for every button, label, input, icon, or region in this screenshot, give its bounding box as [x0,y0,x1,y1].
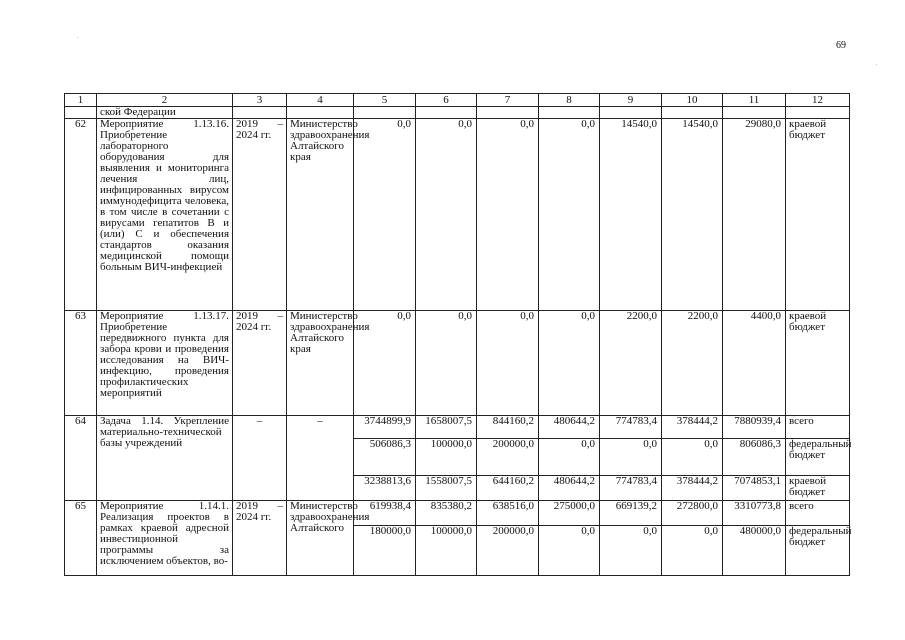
period: – [233,416,287,501]
row-number: 62 [65,119,97,311]
value-cell: 806086,3 [723,439,786,476]
value-cell: 619938,4 [354,501,416,526]
value-cell: 0,0 [539,526,600,576]
value-cell: 480000,0 [723,526,786,576]
value-cell: 0,0 [539,119,600,311]
value-cell: 200000,0 [477,439,539,476]
value-cell: 1558007,5 [416,476,477,501]
measure-name: Мероприятие 1.13.17. Приобретение передвижного пункта для забора крови и проведения исследования на ВИЧ-инфекцию, проведения профилактических мероприятий [97,311,233,416]
value-cell: 669139,2 [600,501,662,526]
value-cell: 3744899,9 [354,416,416,439]
column-number: 12 [786,94,850,107]
value-cell: 835380,2 [416,501,477,526]
column-number: 1 [65,94,97,107]
measure-name: Мероприятие 1.13.16. Приобретение лабораторного оборудования для выявления и мониторинга лечения лиц, инфицированных вирусом иммунодефицита человека, в том числе в сочетании с вирусами гепатитов B и (или) C и обеспечения стандартов оказания медицинской помощи больным ВИЧ-инфекцией [97,119,233,311]
column-number: 6 [416,94,477,107]
value-cell: 0,0 [477,311,539,416]
value-cell: 100000,0 [416,526,477,576]
continuation-text: ской Федерации [97,107,233,119]
value-cell: 7074853,1 [723,476,786,501]
funding-source: федеральный бюджет [786,439,850,476]
budget-table [64,93,850,576]
value-cell: 2200,0 [600,311,662,416]
column-number: 5 [354,94,416,107]
value-cell: 0,0 [662,439,723,476]
scan-speck [77,37,78,38]
value-cell: 0,0 [354,311,416,416]
value-cell: 0,0 [600,439,662,476]
funding-source: краевой бюджет [786,311,850,416]
executor: Министерство здравоохранения Алтайского края [287,119,354,311]
value-cell: 378444,2 [662,476,723,501]
executor: – [287,416,354,501]
column-number: 11 [723,94,786,107]
value-cell: 272800,0 [662,501,723,526]
funding-source: краевой бюджет [786,476,850,501]
funding-source: всего [786,416,850,439]
row-number: 63 [65,311,97,416]
period: 2019 – 2024 гг. [233,119,287,311]
value-cell: 378444,2 [662,416,723,439]
value-cell: 7880939,4 [723,416,786,439]
value-cell: 100000,0 [416,439,477,476]
measure-name: Мероприятие 1.14.1. Реализация проектов в рамках краевой адресной инвестиционной программы за исключением объектов, во- [97,501,233,576]
funding-source: федеральный бюджет [786,526,850,576]
value-cell: 0,0 [662,526,723,576]
continuation-row [65,107,850,119]
value-cell: 29080,0 [723,119,786,311]
table-row [65,416,850,439]
value-cell: 180000,0 [354,526,416,576]
column-number-row [65,94,850,107]
table-row [65,311,850,416]
column-number: 4 [287,94,354,107]
column-number: 8 [539,94,600,107]
row-number: 64 [65,416,97,501]
measure-name: Задача 1.14. Укрепление материально-технической базы учреждений [97,416,233,501]
value-cell: 0,0 [539,311,600,416]
value-cell: 275000,0 [539,501,600,526]
executor: Министерство здравоохранения Алтайского края [287,311,354,416]
value-cell: 644160,2 [477,476,539,501]
column-number: 10 [662,94,723,107]
funding-source: краевой бюджет [786,119,850,311]
executor: Министерство здравоохранения Алтайского [287,501,354,576]
value-cell: 638516,0 [477,501,539,526]
value-cell: 0,0 [477,119,539,311]
page-number: 69 [836,40,846,51]
value-cell: 14540,0 [662,119,723,311]
value-cell: 480644,2 [539,416,600,439]
value-cell: 200000,0 [477,526,539,576]
value-cell: 14540,0 [600,119,662,311]
value-cell: 3310773,8 [723,501,786,526]
row-number: 65 [65,501,97,576]
table-row [65,119,850,311]
column-number: 3 [233,94,287,107]
value-cell: 774783,4 [600,476,662,501]
column-number: 9 [600,94,662,107]
value-cell: 844160,2 [477,416,539,439]
value-cell: 0,0 [416,119,477,311]
value-cell: 1658007,5 [416,416,477,439]
value-cell: 0,0 [600,526,662,576]
value-cell: 506086,3 [354,439,416,476]
funding-source: всего [786,501,850,526]
value-cell: 480644,2 [539,476,600,501]
table-row [65,501,850,526]
scan-speck [876,64,877,65]
value-cell: 2200,0 [662,311,723,416]
value-cell: 3238813,6 [354,476,416,501]
period: 2019 – 2024 гг. [233,501,287,576]
value-cell: 0,0 [354,119,416,311]
value-cell: 774783,4 [600,416,662,439]
value-cell: 4400,0 [723,311,786,416]
value-cell: 0,0 [539,439,600,476]
column-number: 7 [477,94,539,107]
period: 2019 – 2024 гг. [233,311,287,416]
column-number: 2 [97,94,233,107]
value-cell: 0,0 [416,311,477,416]
